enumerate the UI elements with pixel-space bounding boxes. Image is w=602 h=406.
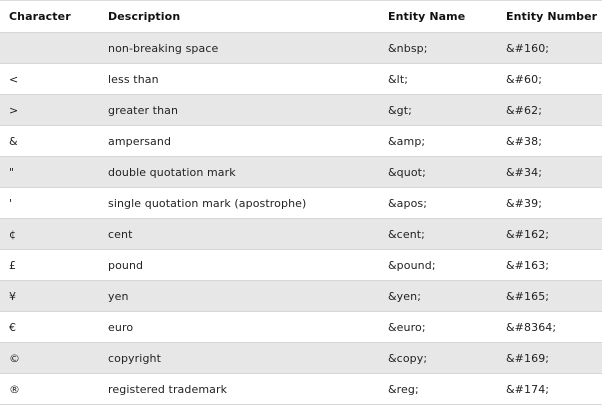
entity-number-cell: &#60; <box>506 64 602 95</box>
entity-number-cell: &#38; <box>506 126 602 157</box>
character-cell <box>0 33 108 64</box>
entity-name-cell: &lt; <box>388 64 506 95</box>
entity-name-cell: &pound; <box>388 250 506 281</box>
entity-number-cell: &#8364; <box>506 312 602 343</box>
description-cell: registered trademark <box>108 374 388 405</box>
table-row <box>0 188 602 219</box>
table-row <box>0 157 602 188</box>
description-cell: non-breaking space <box>108 33 388 64</box>
description-cell: copyright <box>108 343 388 374</box>
description-cell: ampersand <box>108 126 388 157</box>
table-row <box>0 281 602 312</box>
entity-number-cell: &#169; <box>506 343 602 374</box>
header-entity-name: Entity Name <box>388 1 506 33</box>
character-cell: © <box>0 343 108 374</box>
description-cell: double quotation mark <box>108 157 388 188</box>
character-cell: ¢ <box>0 219 108 250</box>
description-cell: greater than <box>108 95 388 126</box>
table-row <box>0 219 602 250</box>
header-description: Description <box>108 1 388 33</box>
entity-name-cell: &copy; <box>388 343 506 374</box>
entity-number-cell: &#174; <box>506 374 602 405</box>
entity-name-cell: &amp; <box>388 126 506 157</box>
entity-name-cell: &gt; <box>388 95 506 126</box>
entity-name-cell: &nbsp; <box>388 33 506 64</box>
table-row <box>0 312 602 343</box>
description-cell: single quotation mark (apostrophe) <box>108 188 388 219</box>
character-cell: " <box>0 157 108 188</box>
table-row <box>0 250 602 281</box>
header-character: Character <box>0 1 108 33</box>
character-cell: € <box>0 312 108 343</box>
entity-name-cell: &cent; <box>388 219 506 250</box>
description-cell: less than <box>108 64 388 95</box>
description-cell: euro <box>108 312 388 343</box>
character-cell: > <box>0 95 108 126</box>
entity-number-cell: &#62; <box>506 95 602 126</box>
table-row <box>0 33 602 64</box>
entity-number-cell: &#34; <box>506 157 602 188</box>
entity-name-cell: &apos; <box>388 188 506 219</box>
entity-number-cell: &#39; <box>506 188 602 219</box>
table-row <box>0 343 602 374</box>
table-header-row <box>0 1 602 33</box>
entity-number-cell: &#163; <box>506 250 602 281</box>
entity-name-cell: &euro; <box>388 312 506 343</box>
description-cell: cent <box>108 219 388 250</box>
character-cell: ® <box>0 374 108 405</box>
character-cell: £ <box>0 250 108 281</box>
description-cell: pound <box>108 250 388 281</box>
character-cell: ¥ <box>0 281 108 312</box>
description-cell: yen <box>108 281 388 312</box>
character-cell: < <box>0 64 108 95</box>
character-cell: & <box>0 126 108 157</box>
table-row <box>0 374 602 405</box>
table-row <box>0 126 602 157</box>
character-cell: ' <box>0 188 108 219</box>
entity-number-cell: &#165; <box>506 281 602 312</box>
table-row <box>0 95 602 126</box>
header-entity-number: Entity Number <box>506 1 602 33</box>
entity-name-cell: &yen; <box>388 281 506 312</box>
entity-name-cell: &quot; <box>388 157 506 188</box>
entity-name-cell: &reg; <box>388 374 506 405</box>
entity-number-cell: &#162; <box>506 219 602 250</box>
entity-number-cell: &#160; <box>506 33 602 64</box>
table-row <box>0 64 602 95</box>
